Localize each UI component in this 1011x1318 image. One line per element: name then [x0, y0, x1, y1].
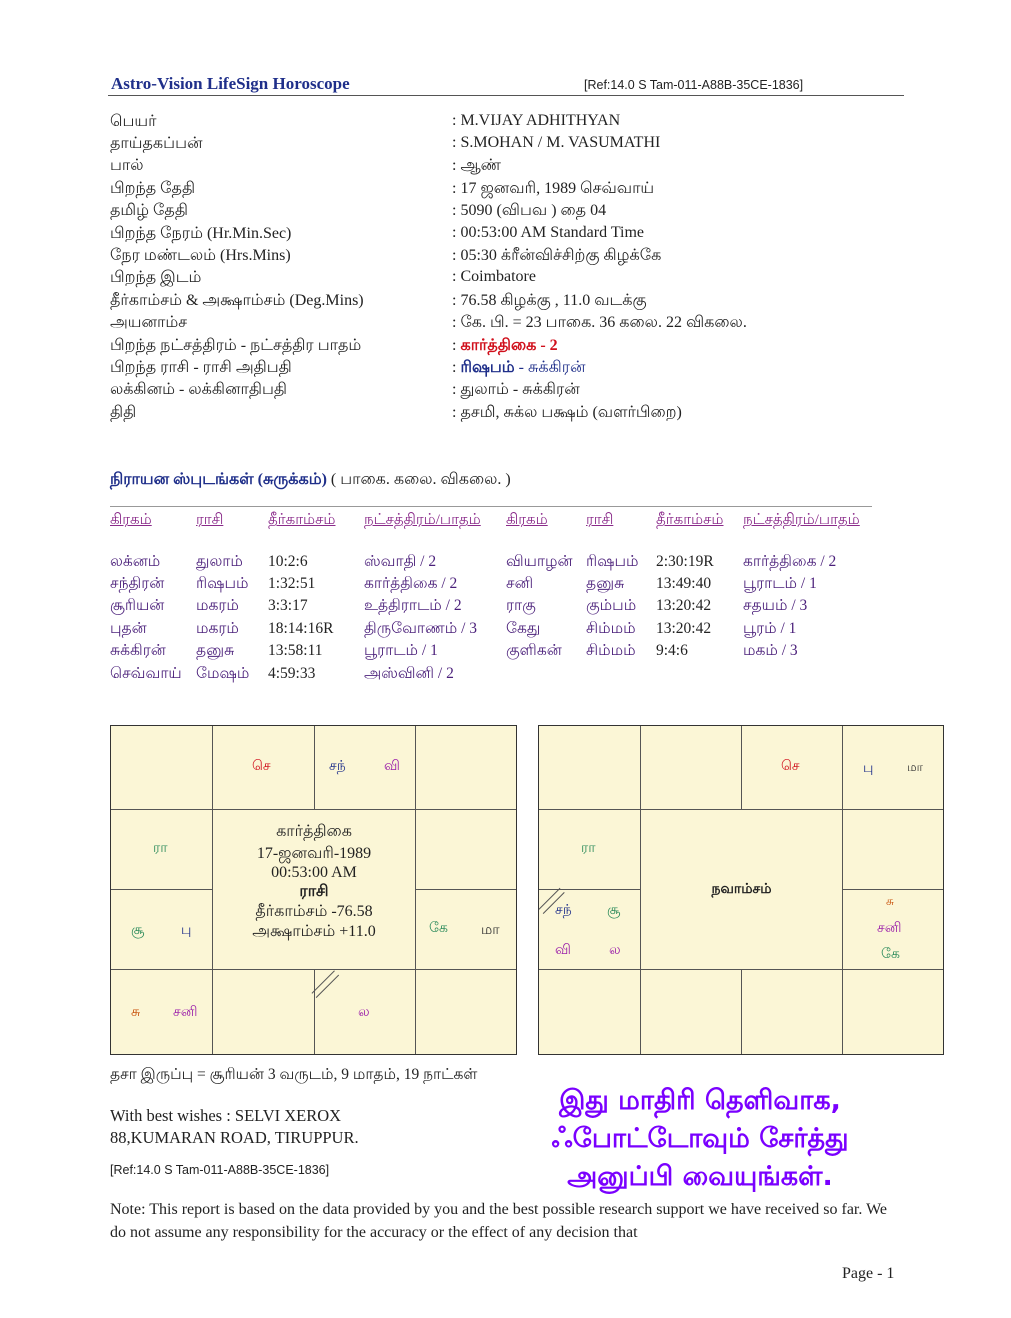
rasi-libra-lagna: ல	[358, 1004, 370, 1020]
info-row-lagna: லக்கினம் - லக்கினாதிபதி : துலாம் - சுக்கிரன்	[110, 381, 580, 398]
birth-star-value: கார்த்திகை - 2	[460, 337, 558, 354]
table-cell: செவ்வாய்	[110, 665, 182, 682]
navamsa-aquarius-planet: சந்	[555, 902, 572, 918]
navamsa-gemini-planet: மா	[907, 760, 923, 774]
info-row-timezone: நேர மண்டலம் (Hrs.Mins) : 05:30 க்ரீன்விச்சிற்கு கிழக்கே	[110, 247, 662, 264]
table-cell: அஸ்வினி / 2	[364, 665, 454, 682]
report-title: Astro-Vision LifeSign Horoscope	[111, 74, 350, 93]
table-cell: குளிகன்	[506, 642, 562, 659]
table-cell: மகரம்	[196, 597, 239, 614]
table-cell: 10:2:6	[268, 553, 308, 570]
table-cell: கும்பம்	[586, 597, 637, 614]
rasi-leo-planet: கே	[429, 920, 448, 936]
rasi-chart	[110, 725, 517, 1055]
rasi-aquarius-planet: பு	[181, 922, 192, 938]
rasi-pisces-planet: செ	[252, 758, 271, 774]
table-cell: பூராடம் / 1	[364, 642, 438, 659]
table-cell: 4:59:33	[268, 665, 316, 682]
table-cell: சுக்கிரன்	[110, 642, 166, 659]
info-row-parents: தாய்தகப்பன் : S.MOHAN / M. VASUMATHI	[110, 134, 661, 152]
table-cell: ஸ்வாதி / 2	[364, 553, 437, 570]
navamsa-leo-planet: கே	[881, 946, 900, 962]
info-row-coords: தீர்காம்சம் & அக்ஷாம்சம் (Deg.Mins) : 76.58 கிழக்கு , 11.0 வடக்கு	[110, 292, 647, 309]
navamsa-aquarius-planet: சூ	[607, 902, 621, 918]
header-divider	[108, 95, 904, 96]
table-cell: தனுசு	[586, 575, 625, 592]
table-cell: மேஷம்	[196, 665, 250, 682]
rasi-capricorn-planet: ரா	[153, 840, 168, 856]
info-row-dob: பிறந்த தேதி : 17 ஜனவரி, 1989 செவ்வாய்	[110, 180, 655, 197]
navamsa-capricorn-planet: ரா	[581, 840, 596, 856]
table-cell: 2:30:19R	[656, 553, 714, 570]
table-cell: ரிஷபம்	[586, 553, 639, 570]
navamsa-center-label: நவாம்சம்	[641, 810, 842, 969]
table-cell: 13:20:42	[656, 597, 712, 614]
table-cell: வியாழன்	[506, 553, 573, 570]
table-cell: 1:32:51	[268, 575, 316, 592]
table-cell: ராகு	[506, 597, 536, 614]
table-cell: பூராடம் / 1	[743, 575, 817, 592]
info-row-name: பெயர் : M.VIJAY ADHITHYAN	[110, 112, 621, 130]
table-cell: 13:58:11	[268, 642, 323, 659]
table-cell: 3:3:17	[268, 597, 308, 614]
planets-section-title: நிராயன ஸ்புடங்கள் (சுருக்கம்) ( பாகை. கலை. விகலை. )	[110, 471, 511, 488]
table-cell: கார்த்திகை / 2	[743, 553, 837, 570]
rasi-aries-planet: வி	[384, 758, 400, 774]
table-cell: சூரியன்	[110, 597, 165, 614]
footer-wishes: With best wishes : SELVI XEROX	[110, 1106, 342, 1125]
rasi-sagittarius-planet: சனி	[173, 1004, 198, 1020]
table-cell: சதயம் / 3	[743, 597, 808, 614]
report-ref: [Ref:14.0 S Tam-011-A88B-35CE-1836]	[584, 78, 804, 92]
table-cell: 13:49:40	[656, 575, 712, 592]
info-row-star: பிறந்த நட்சத்திரம் - நட்சத்திர பாதம் : கார்த்திகை - 2	[110, 337, 558, 354]
navamsa-aquarius-lagna: ல	[609, 942, 621, 958]
info-row-birth-time: பிறந்த நேரம் (Hr.Min.Sec) : 00:53:00 AM Standard Time	[110, 224, 645, 242]
navamsa-leo-planet: சு	[886, 894, 894, 908]
navamsa-taurus-planet: செ	[781, 758, 800, 774]
rasi-sagittarius-planet: சு	[131, 1004, 141, 1020]
info-row-gender: பால் : ஆண்	[110, 157, 502, 174]
info-row-tithi: திதி : தசமி, சுக்ல பக்ஷம் (வளர்பிறை)	[110, 404, 682, 421]
table-cell: பூரம் / 1	[743, 620, 797, 637]
table-cell: மகம் / 3	[743, 642, 798, 659]
table-cell: ரிஷபம்	[196, 575, 249, 592]
table-top-rule	[110, 506, 872, 507]
navamsa-chart	[538, 725, 944, 1055]
table-cell: தனுசு	[196, 642, 235, 659]
info-row-place: பிறந்த இடம் : Coimbatore	[110, 268, 536, 286]
table-cell: லக்னம்	[110, 553, 161, 570]
rasi-value: ரிஷபம்	[460, 359, 515, 376]
table-cell: கேது	[506, 620, 541, 637]
info-row-tamil-date: தமிழ் தேதி : 5090 (விபவ ) தை 04	[110, 202, 607, 219]
table-cell: கார்த்திகை / 2	[364, 575, 458, 592]
table-cell: சனி	[506, 575, 534, 592]
info-row-ayanamsa: அயனாம்ச : கே. பி. = 23 பாகை. 36 கலை. 22 விகலை.	[110, 314, 747, 331]
table-cell: துலாம்	[196, 553, 243, 570]
overlay-message: இது மாதிரி தெளிவாக, ஃபோட்டோவும் சேர்த்து அனுப்பி வையுங்கள்.	[551, 1085, 849, 1192]
navamsa-gemini-planet: பு	[863, 760, 874, 776]
footer-ref: [Ref:14.0 S Tam-011-A88B-35CE-1836]	[110, 1163, 330, 1177]
footer-note: Note: This report is based on the data provided by you and the best possible research support we have received so far. We do not assume any responsibility for the accuracy or the effect of any decision that	[110, 1201, 888, 1241]
table-cell: உத்திராடம் / 2	[364, 597, 462, 614]
table-cell: மகரம்	[196, 620, 239, 637]
rasi-aquarius-planet: சூ	[131, 922, 145, 938]
table-cell: சிம்மம்	[586, 620, 636, 637]
rasi-lagna-marker	[312, 970, 340, 998]
table-cell: 9:4:6	[656, 642, 688, 659]
table-cell: 13:20:42	[656, 620, 712, 637]
table-cell: சந்திரன்	[110, 575, 165, 592]
info-row-rasi: பிறந்த ராசி - ராசி அதிபதி : ரிஷபம் - சுக்கிரன்	[110, 359, 586, 376]
navamsa-aquarius-planet: வி	[555, 942, 571, 958]
page-number: Page - 1	[842, 1265, 895, 1282]
rasi-center-info: கார்த்திகை 17-ஜனவரி-1989 00:53:00 AM ராசி தீர்காம்சம் -76.58 அக்ஷாம்சம் +11.0	[213, 810, 415, 969]
footer-address: 88,KUMARAN ROAD, TIRUPPUR.	[110, 1128, 359, 1147]
table-cell: சிம்மம்	[586, 642, 636, 659]
dasa-balance: தசா இருப்பு = சூரியன் 3 வருடம், 9 மாதம், 19 நாட்கள்	[110, 1066, 478, 1083]
rasi-aries-planet: சந்	[329, 758, 346, 774]
rasi-leo-planet: மா	[481, 922, 500, 938]
table-cell: திருவோணம் / 3	[364, 620, 478, 637]
table-cell: 18:14:16R	[268, 620, 334, 637]
navamsa-leo-planet: சனி	[877, 920, 902, 936]
table-cell: புதன்	[110, 620, 147, 637]
